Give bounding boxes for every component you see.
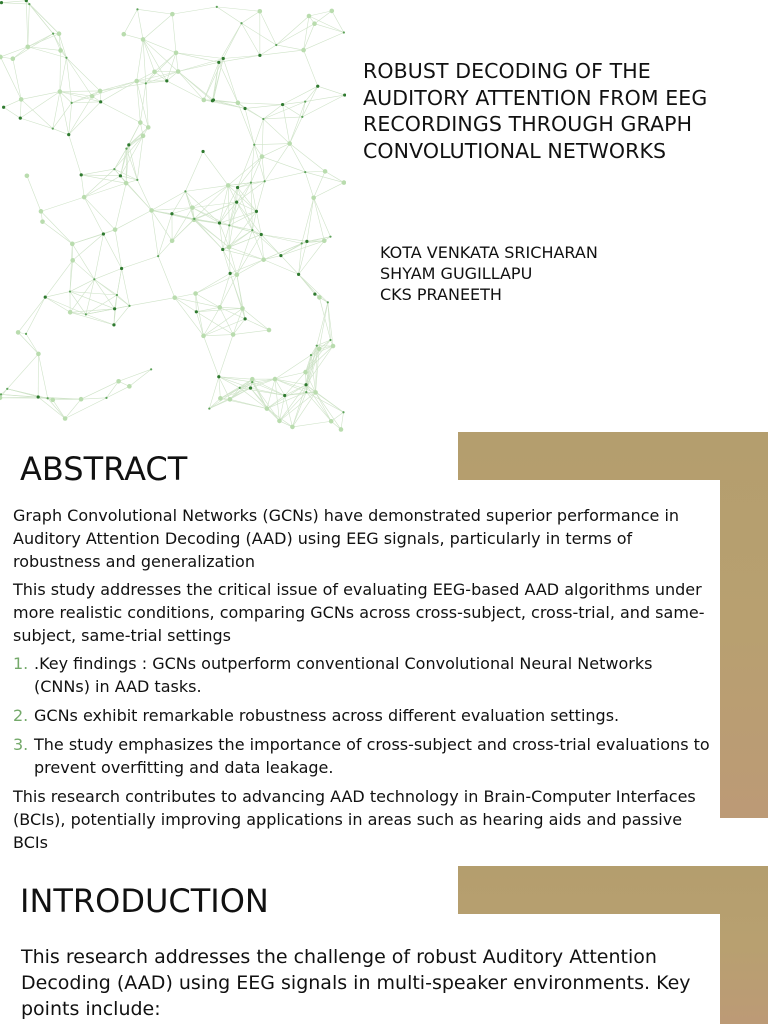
abstract-heading: ABSTRACT <box>20 450 188 488</box>
list-number: 1. <box>13 654 29 673</box>
list-item-text: GCNs exhibit remarkable robustness across different evaluation settings. <box>34 706 620 725</box>
author-list <box>380 242 598 305</box>
abstract-closing-paragraph: This research contributes to advancing AAD technology in Brain-Computer Interfaces (BCIs), potentially improving applications in areas such as hearing aids and passive BCIs <box>13 787 696 852</box>
abstract-paragraph: Graph Convolutional Networks (GCNs) have demonstrated superior performance in Auditory Attention Decoding (AAD) using EEG signals, particularly in terms of robustness and generalization <box>13 506 680 571</box>
abstract-paragraph: This study addresses the critical issue of evaluating EEG-based AAD algorithms under more realistic conditions, comparing GCNs across cross-subject, cross-trial, and same-subject, same-trial settings <box>13 580 705 645</box>
author-name: CKS PRANEETH <box>380 285 502 304</box>
key-findings-list <box>13 652 713 779</box>
introduction-slide <box>0 864 768 1024</box>
list-number: 3. <box>13 735 29 754</box>
abstract-slide <box>0 432 768 864</box>
author-name: KOTA VENKATA SRICHARAN <box>380 243 598 262</box>
list-item-text: .Key findings : GCNs outperform conventional Convolutional Neural Networks (CNNs) in AAD tasks. <box>34 654 653 696</box>
presentation-title: ROBUST DECODING OF THE AUDITORY ATTENTION FROM EEG RECORDINGS THROUGH GRAPH CONVOLUTIONAL NETWORKS <box>363 59 708 163</box>
network-pattern-image <box>0 0 346 432</box>
author-name: SHYAM GUGILLAPU <box>380 264 533 283</box>
abstract-body <box>13 504 713 859</box>
list-item-text: The study emphasizes the importance of cross-subject and cross-trial evaluations to prevent overfitting and data leakage. <box>34 735 710 777</box>
introduction-heading: INTRODUCTION <box>20 882 269 920</box>
list-item <box>13 704 713 727</box>
list-number: 2. <box>13 706 29 725</box>
list-item <box>13 733 713 779</box>
list-item <box>13 652 713 698</box>
title-slide <box>0 0 768 432</box>
introduction-body: This research addresses the challenge of robust Auditory Attention Decoding (AAD) using EEG signals in multi-speaker environments. Key points include: <box>21 946 691 1020</box>
